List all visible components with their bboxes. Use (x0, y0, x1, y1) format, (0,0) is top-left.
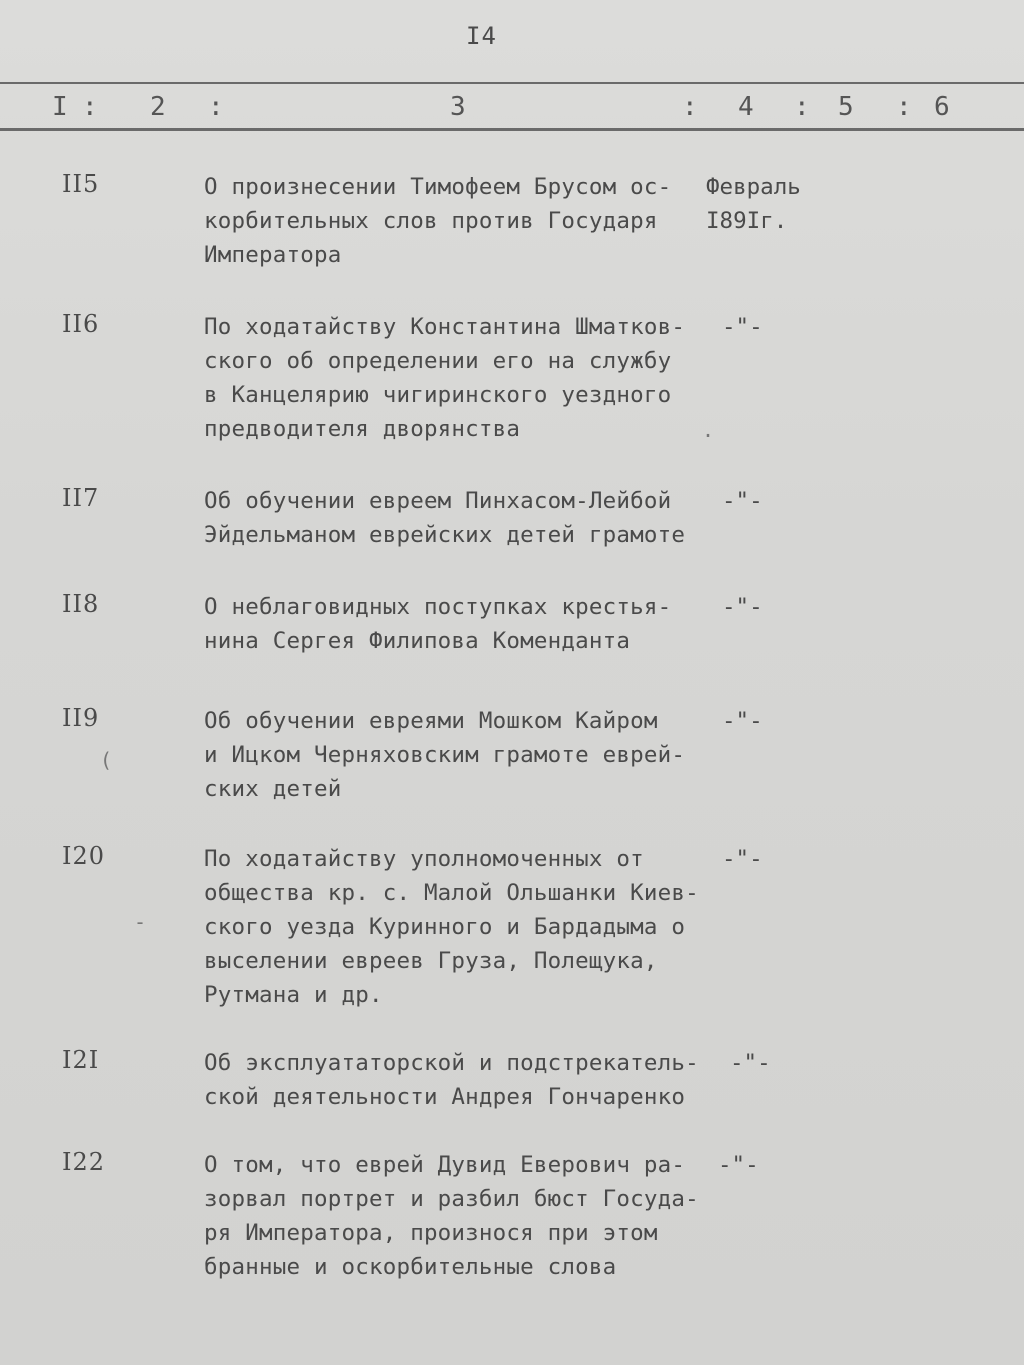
entry-title-line: ского об определении его на службу (204, 348, 672, 374)
entry-date (722, 704, 763, 738)
entry-date-line: -"- (722, 594, 763, 620)
margin-mark: . (702, 418, 715, 442)
page-number: I4 (466, 22, 497, 50)
entry-number: II9 (62, 704, 100, 732)
entry-title-line: О неблаговидных поступках крестья- (204, 594, 672, 620)
entry-date-line: -"- (722, 488, 763, 514)
entry-title-line: Об обучении евреем Пинхасом-Лейбой (204, 488, 672, 514)
entry-title-line: По ходатайству Константина Шматков- (204, 314, 686, 340)
entry-date-line: -"- (722, 846, 763, 872)
entry-title (204, 310, 724, 446)
entry-date-line: Февраль (706, 174, 801, 200)
entry-number: II5 (62, 170, 100, 198)
entry-number: II7 (62, 484, 100, 512)
entry-title-line: ря Императора, произнося при этом (204, 1220, 658, 1246)
margin-mark: - (134, 910, 147, 934)
header-bottom-rule (0, 128, 1024, 131)
entry-title (204, 590, 724, 658)
entry-title-line: ского уезда Куринного и Бардадыма о (204, 914, 686, 940)
entry-title-line: О том, что еврей Дувид Еверович ра- (204, 1152, 686, 1178)
entry-date-line: I89Iг. (706, 208, 788, 234)
entry-title-line: По ходатайству уполномоченных от (204, 846, 644, 872)
entry-title-line: выселении евреев Груза, Полещука, (204, 948, 658, 974)
entry-title-line: Эйдельманом еврейских детей грамоте (204, 522, 686, 548)
column-header-6: 6 (934, 92, 950, 122)
column-separator: : (208, 92, 224, 122)
entry-number: I20 (62, 842, 106, 870)
entry-date-line: -"- (718, 1152, 759, 1178)
column-header-1: I (52, 92, 68, 122)
entry-title-line: О произнесении Тимофеем Брусом ос- (204, 174, 672, 200)
entry-number: II8 (62, 590, 100, 618)
entry-title-line: нина Сергея Филипова Коменданта (204, 628, 631, 654)
entry-title-line: бранные и оскорбительные слова (204, 1254, 617, 1280)
entry-title (204, 484, 724, 552)
entry-date (706, 170, 801, 238)
entry-date-line: -"- (730, 1050, 771, 1076)
entry-title-line: корбительных слов против Государя (204, 208, 658, 234)
entry-date (722, 590, 763, 624)
column-header-4: 4 (738, 92, 754, 122)
entry-title (204, 842, 724, 1012)
entry-date (722, 842, 763, 876)
entry-number: I22 (62, 1148, 106, 1176)
entry-date-line: -"- (722, 708, 763, 734)
column-separator: : (896, 92, 912, 122)
entry-title-line: общества кр. с. Малой Ольшанки Киев- (204, 880, 699, 906)
entry-title (204, 1046, 724, 1114)
column-separator: : (82, 92, 98, 122)
entry-title (204, 1148, 724, 1284)
header-top-rule (0, 82, 1024, 84)
entry-number: I2I (62, 1046, 100, 1074)
column-separator: : (682, 92, 698, 122)
entry-title-line: предводителя дворянства (204, 416, 521, 442)
entry-title-line: в Канцелярию чигиринского уездного (204, 382, 672, 408)
margin-mark: ( (100, 748, 113, 772)
column-header-5: 5 (838, 92, 854, 122)
entry-date (722, 484, 763, 518)
column-header-2: 2 (150, 92, 166, 122)
entry-title-line: Императора (204, 242, 342, 268)
column-header-3: 3 (450, 92, 466, 122)
entry-title (204, 170, 724, 272)
entry-title-line: ской деятельности Андрея Гончаренко (204, 1084, 686, 1110)
entry-title (204, 704, 724, 806)
entry-title-line: и Ицком Черняховским грамоте еврей- (204, 742, 686, 768)
entry-date (718, 1148, 759, 1182)
entry-date-line: -"- (722, 314, 763, 340)
entry-title-line: зорвал портрет и разбил бюст Госуда- (204, 1186, 699, 1212)
entry-title-line: ских детей (204, 776, 342, 802)
entry-title-line: Об эксплуататорской и подстрекатель- (204, 1050, 699, 1076)
entry-date (722, 310, 763, 344)
entry-number: II6 (62, 310, 100, 338)
entry-date (730, 1046, 771, 1080)
entry-title-line: Рутмана и др. (204, 982, 383, 1008)
column-separator: : (794, 92, 810, 122)
entry-title-line: Об обучении евреями Мошком Кайром (204, 708, 658, 734)
